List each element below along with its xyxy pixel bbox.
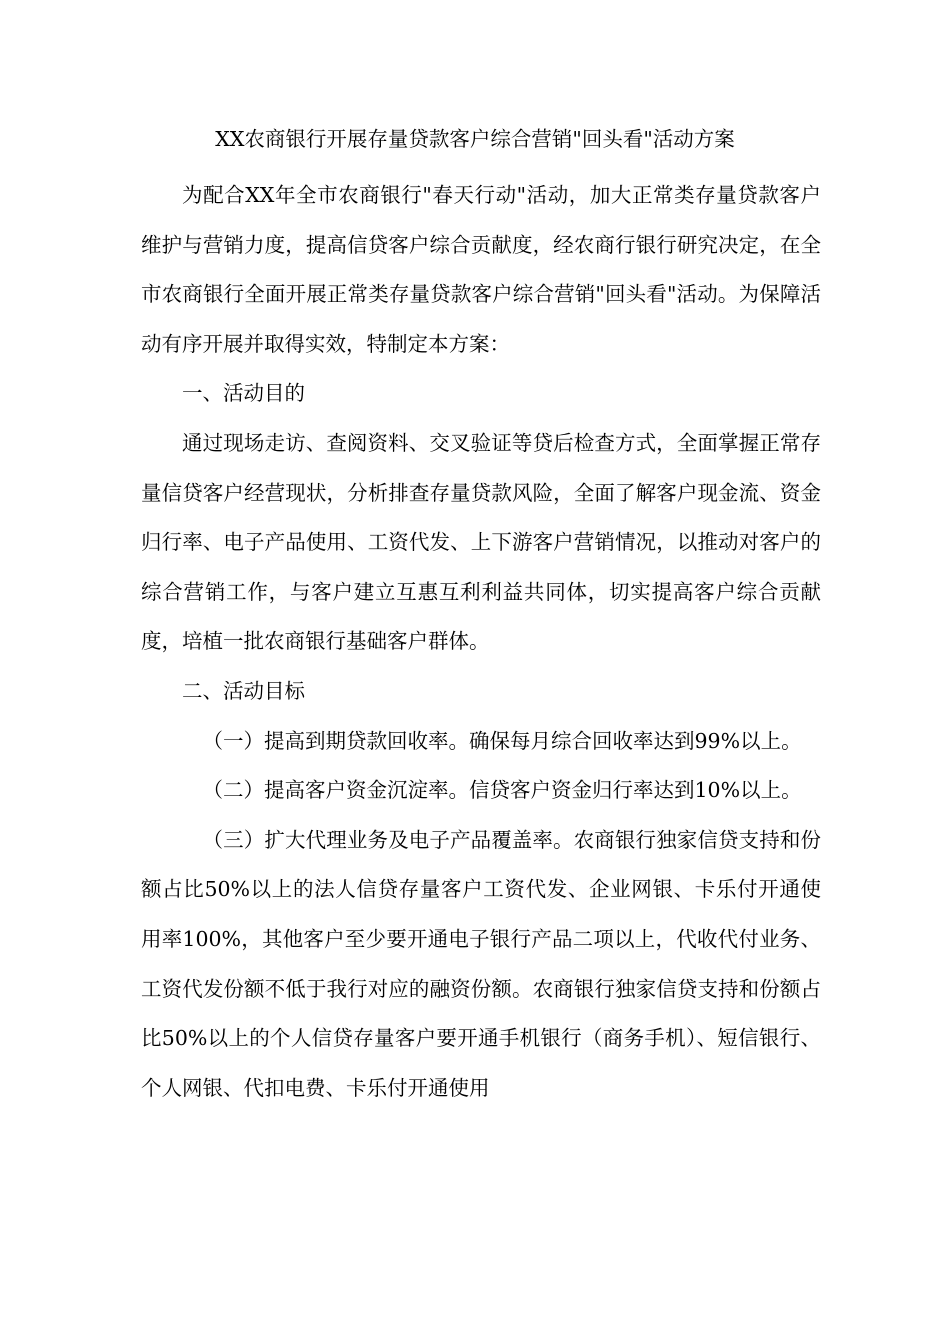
section-heading-goals: 二、活动目标	[182, 678, 305, 703]
intro-paragraph: 为配合XX年全市农商银行"春天行动"活动，加大正常类存量贷款客户维护与营销力度，提高信贷客户综合贡献度，经农商行银行研究决定，在全市农商银行全面开展正常类存量贷款客户综合营销"回头看"活动。为保障活动有序开展并取得实效，特制定本方案：	[141, 183, 821, 356]
purpose-paragraph: 通过现场走访、查阅资料、交叉验证等贷后检查方式，全面掌握正常存量信贷客户经营现状，分析排查存量贷款风险，全面了解客户现金流、资金归行率、电子产品使用、工资代发、上下游客户营销情况，以推动对客户的综合营销工作，与客户建立互惠互利利益共同体，切实提高客户综合贡献度，培植一批农商银行基础客户群体。	[141, 430, 821, 654]
goal-item-1: （一）提高到期贷款回收率。确保每月综合回收率达到99%以上。	[202, 728, 802, 753]
section-heading-purpose: 一、活动目的	[182, 381, 305, 406]
document-body	[141, 171, 821, 1113]
goal-item-2: （二）提高客户资金沉淀率。信贷客户资金归行率达到10%以上。	[202, 778, 802, 803]
goal-item-3: （三）扩大代理业务及电子产品覆盖率。农商银行独家信贷支持和份额占比50%以上的法人信贷存量客户工资代发、企业网银、卡乐付开通使用率100%，其他客户至少要开通电子银行产品二项以上，代收代付业务、工资代发份额不低于我行对应的融资份额。农商银行独家信贷支持和份额占比50%以上的个人信贷存量客户要开通手机银行（商务手机）、短信银行、个人网银、代扣电费、卡乐付开通使用	[141, 827, 821, 1100]
document-title: XX农商银行开展存量贷款客户综合营销"回头看"活动方案	[215, 127, 735, 151]
